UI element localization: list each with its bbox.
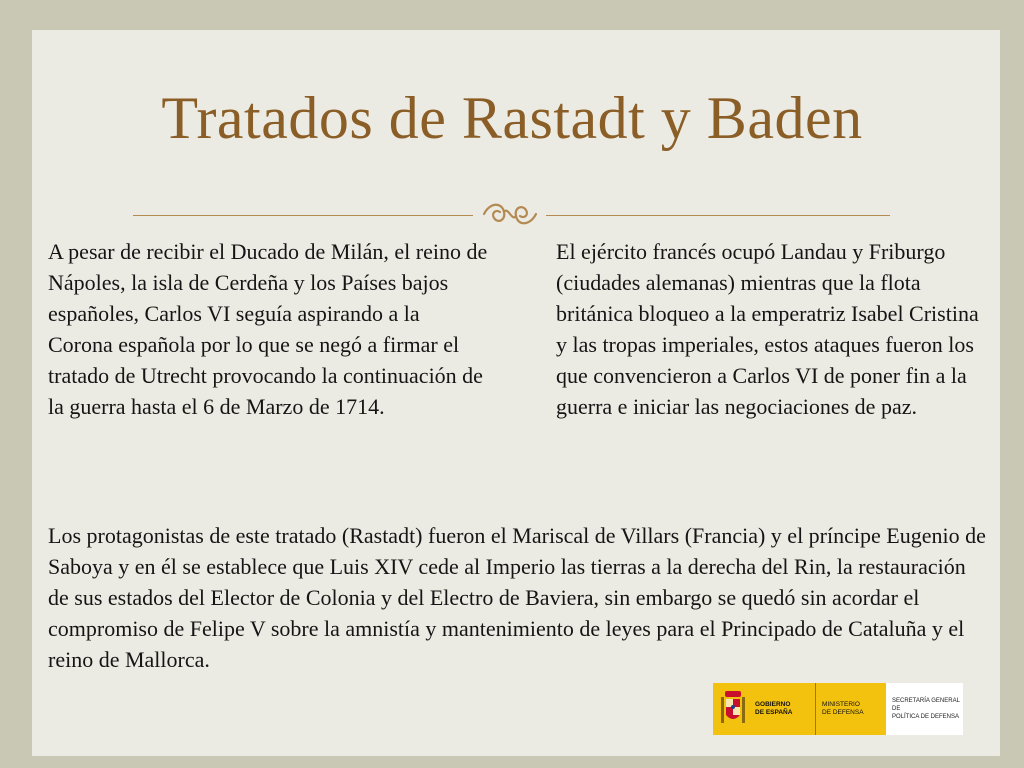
ministerio-defensa-label <box>815 683 886 735</box>
bottom-paragraph: Los protagonistas de este tratado (Rastadt) fueron el Mariscal de Villars (Francia) y el príncipe Eugenio de Saboya y en él se establece que Luis XIV cede al Imperio las tierras a la derecha del Rin, la restauración de sus estados del Elector de Colonia y del Electro de Baviera, sin embargo se quedó sin acordar el compromiso de Felipe V sobre la amnistía y mantenimiento de leyes para el Principado de Cataluña y el reino de Mallorca. <box>48 523 986 672</box>
slide-title: Tratados de Rastadt y Baden <box>161 85 863 151</box>
secretaria-general-label <box>886 683 963 735</box>
ministerio-line-1: MINISTERIO <box>822 701 860 708</box>
secretaria-line-1: SECRETARÍA GENERAL DE <box>892 698 960 712</box>
gobierno-line-1: GOBIERNO <box>755 701 791 708</box>
gobierno-de-espana-label <box>753 683 815 735</box>
ministry-logo <box>713 683 963 735</box>
ministerio-line-2: DE DEFENSA <box>822 709 864 716</box>
title-divider-left <box>133 215 473 216</box>
gobierno-line-2: DE ESPAÑA <box>755 709 793 716</box>
right-paragraph: El ejército francés ocupó Landau y Friburgo (ciudades alemanas) mientras que la flota británica bloqueo a la emperatriz Isabel Cristina y las tropas imperiales, estos ataques fueron los que convencieron a Carlos VI de poner fin a la guerra e iniciar las negociaciones de paz. <box>556 239 979 419</box>
secretaria-line-2: POLÍTICA DE DEFENSA <box>892 714 960 720</box>
logo-crest-block <box>713 683 753 735</box>
spain-coat-of-arms-icon <box>718 689 748 729</box>
left-paragraph: A pesar de recibir el Ducado de Milán, el reino de Nápoles, la isla de Cerdeña y los Países bajos españoles, Carlos VI seguía aspirando a la Corona española por lo que se negó a firmar el tratado de Utrecht provocando la continuación de la guerra hasta el 6 de Marzo de 1714. <box>48 239 488 419</box>
title-divider-right <box>546 215 890 216</box>
scroll-flourish-icon <box>480 196 540 232</box>
